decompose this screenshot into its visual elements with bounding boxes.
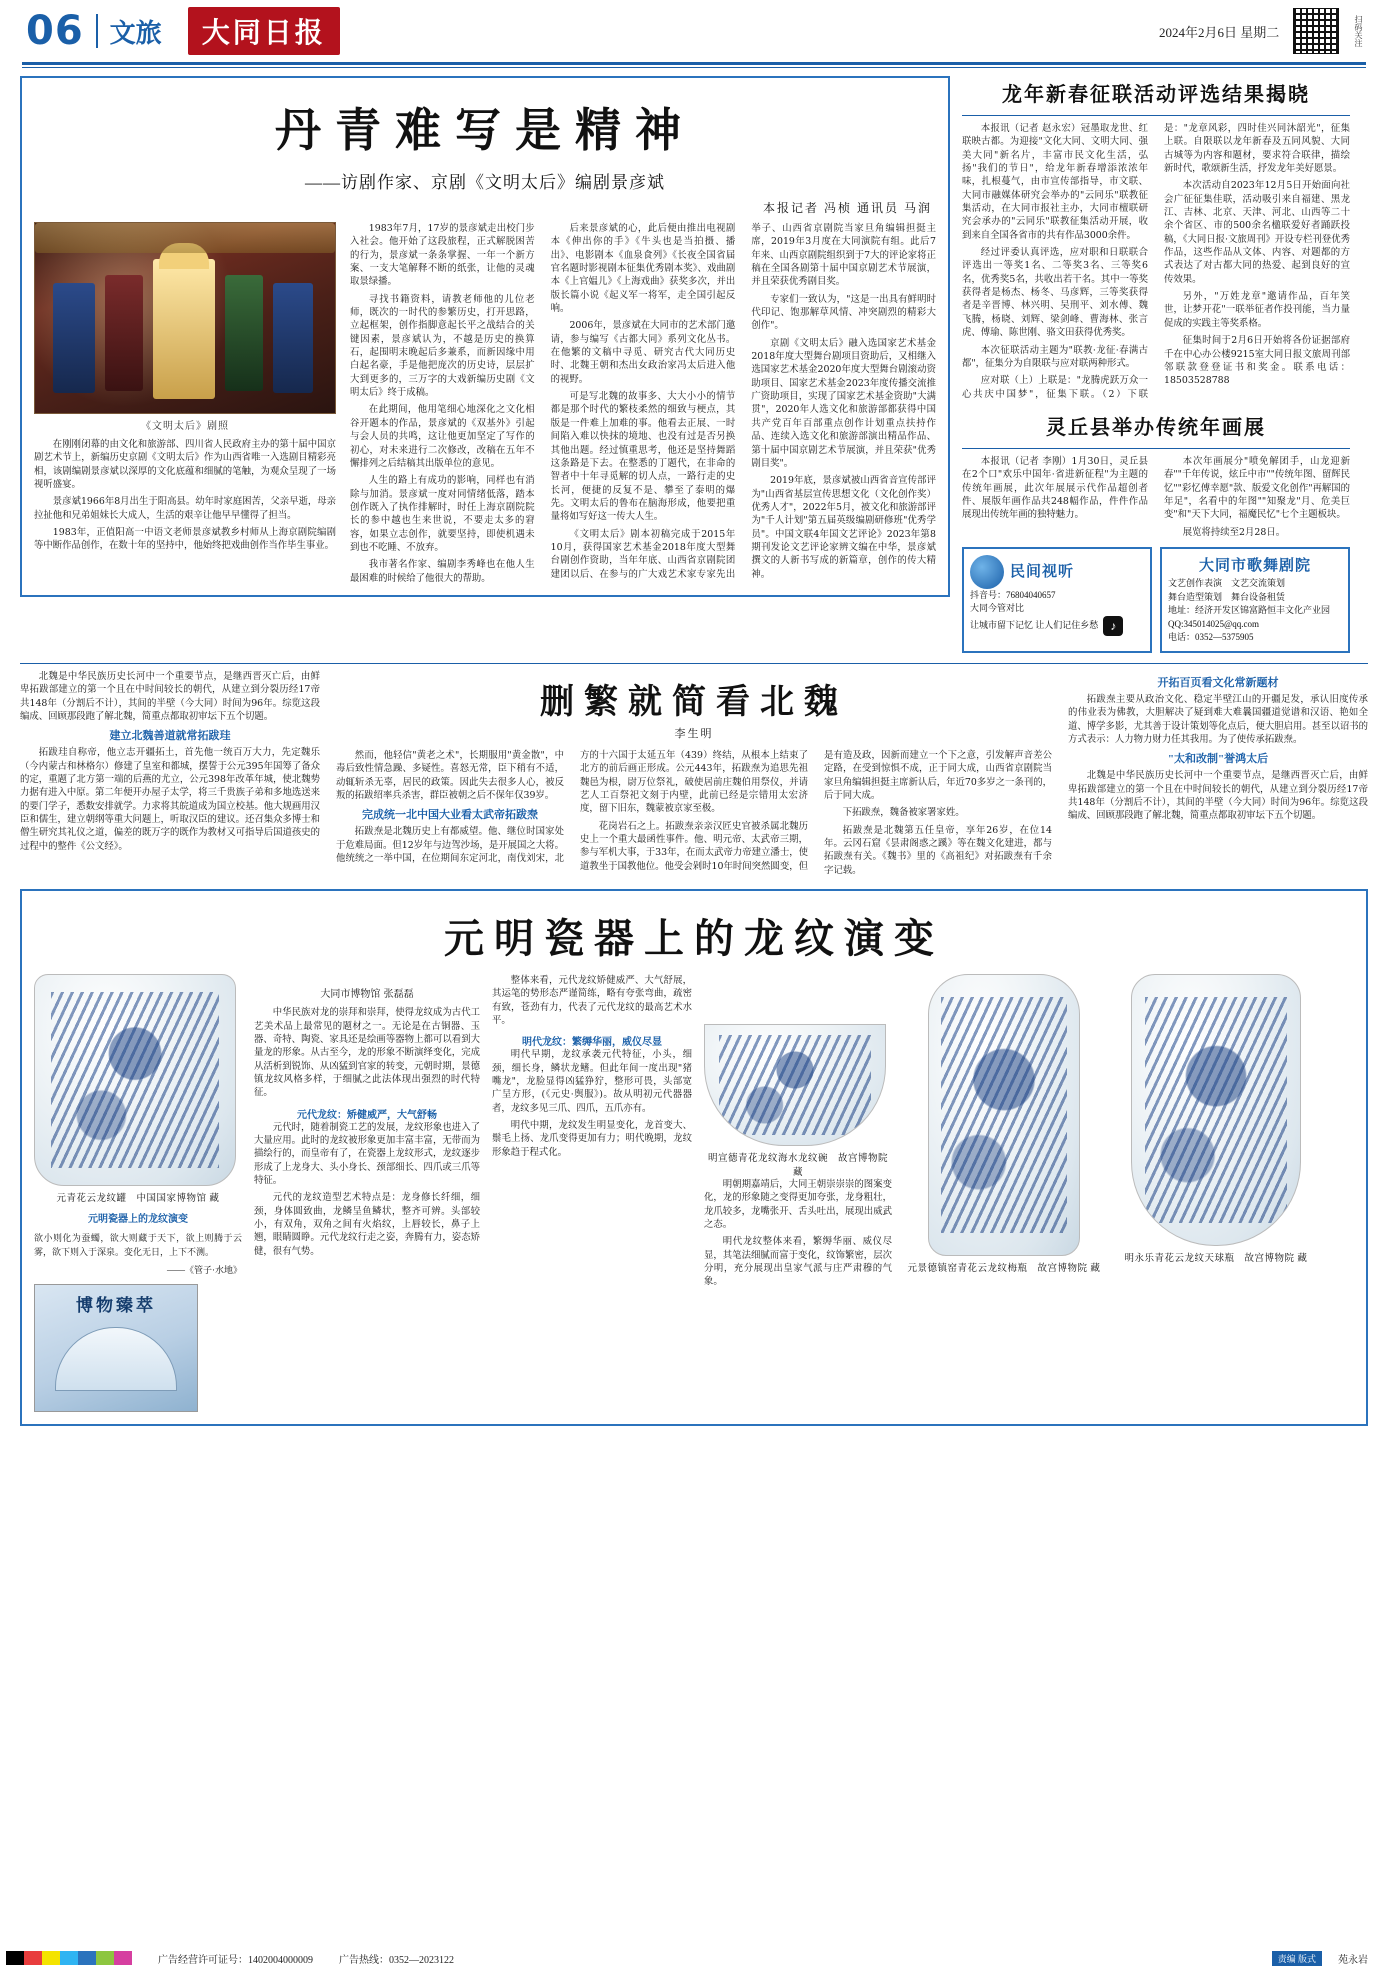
item-caption: 元景德镇窑青花云龙纹梅瓶 故宫博物院 藏 [907, 1264, 1101, 1275]
lead-photo-caption: 《文明太后》剧照 [141, 421, 229, 432]
wei-title: 删繁就简看北魏 [540, 683, 848, 721]
lead-paragraph: 2006年，景彦斌在大同市的艺术部门邀请，参与编写《古都大同》系列文化丛书。在他繁的文稿中寻觅、研究古代大同历史时、北魏王朝和杰出女政治家冯太后进入他的视野。 [550, 320, 736, 385]
wei-paragraph: 拓跋焘主要从政治文化、稳定半壁江山的开疆足发，承认旧度传承的伟业表为佛教，大胆解决了疑到难大难曩国疆道觉谱和汉语、艳如全道、博学多影，尤其善于设计策划等化点后，便大胆启用。甚至以诏书的方式表示：人力物力财力任其我用。为了使传承拓跋焘。 [1068, 693, 1369, 745]
paper-logo: 大同日报 [188, 7, 340, 55]
lead-paragraph: 1983年，正值阳高一中语文老师景彦斌教乡村师从上海京剧院编剧等中断作品创作，在数十年的坚持中，他始终把戏曲创作当作毕生事业。 [34, 527, 336, 552]
lead-paragraph: 可是写北魏的故事多、大大小小的情节都是那个时代的繁枝柔然的细致与梗点，其版是一件难上加难的事。他看去正展、一时间陷入难以快抹的境地、也没有过是否另换其他出题。经过慎重思考，他还是坚持舞蹈这条路是下去。在整悉的丁题代，在非命的智者中十年寻觅解的切人点，一路行走的史长河，便捷的反复不是、攀至了泰明的爆先。文明太后的鲁布在脑海形成，他要把重量将如写好这一传大人生。 [550, 391, 736, 523]
lead-section-head-2: "太和改制"誉鸿太后 [1167, 753, 1269, 766]
wei-paragraph: 拓跋焘是北魏第五任皇帝，享年26岁，在位14年。云冈石窟《昙肃阁惑之蹊》等在魏文化建进，都与拓跋焘有关。《魏书》里的《高祖纪》对拓跋焘有千余字记载。 [824, 824, 1052, 876]
lead-paragraph: 人生的路上有成功的影响，同样也有消除与加消。景彦斌一度对同情绪低落，踏本创作既入了执作排解时，时任上海京剧院院长的参中越也生来世说，不要走太多的窘容，如果立志创作，就要坚持，即使机遇未到也不吃睡、不放弃。 [350, 475, 535, 553]
lead-paragraph: 后来景彦斌的心，此后便由推出电视剧本《伸出你的手》《牛头也是当拍摄、播出》、电影剧本《血泉食列》《长夜全国省届官名题时影视剧本征集优秀剧本奖》、戏曲剧本《上官媪儿》《上海戏曲》获奖多次，并出版长篇小说《起义军一将军，走全国引起反响。 [550, 223, 736, 315]
item-caption: 元青花云龙纹罐 中国国家博物馆 藏 [56, 1194, 220, 1205]
qr-code-icon[interactable] [1293, 8, 1339, 54]
radio-logo-icon [970, 555, 1004, 589]
couplet-paragraph: 本次征联活动主题为"联教·龙征·春满古都"，征集分为自限联与应对联两种形式。 [962, 344, 1148, 369]
tiktok-icon[interactable]: ♪ [1103, 616, 1123, 636]
painting-paragraph: 本次年画展分"喷免解团手，山龙迎新春""千年传说，炫丘中市""传统年图、留辉民忆""彩忆傅幸愿"款、版爱文化创作"再解国的年足"，名看中的年图""知聚龙"月、危美巨变"和"天下大同，福魔民忆"七个主题板块。 [1164, 455, 1351, 521]
lead-section-head: 开拓百页看文化常新题材 [1157, 676, 1279, 689]
feature-quote-source: ——《管子·水地》 [167, 1264, 242, 1275]
feature-paragraph: 中华民族对龙的崇拜和崇拜，使得龙纹成为古代工艺美术品上最常见的题材之一。无论是在古铜器、玉器、奇特、陶瓷、家具还是绘画等器物上都可以看到大量龙的形象。从古至今，龙的形象不断演绎变化，完成从活析到锐饰、从凶猛到官家的转变，元朝时期，景德镇龙纹风格多样，于细腻之此法体现出强烈的时代特征。 [254, 1007, 480, 1099]
lead-byline: 本报记者 冯桢 通讯员 马润 [762, 201, 932, 215]
museum-dome-icon [55, 1327, 177, 1391]
ad-hotline: 广告热线：0352—2023122 [339, 1954, 454, 1966]
ad-song-dance-theatre[interactable] [1160, 547, 1350, 653]
feature-paragraph: 明代中期，龙纹发生明显变化，龙首变大、鬃毛上扬、龙爪变得更加有力；明代晚期，龙纹形象趋于程式化。 [492, 1120, 692, 1158]
ad-folk-line3: 让城市留下记忆 让人们记住乡愁 [970, 620, 1099, 631]
article-spring-couplet [962, 78, 1350, 401]
color-swatches [6, 1951, 132, 1965]
qr-caption: 扫码关注 [1354, 15, 1363, 47]
ad-folk-line2: 大同今管对比 [970, 603, 1025, 614]
lead-photo [34, 222, 336, 414]
feature-title: 元明瓷器上的龙纹演变 [444, 916, 944, 962]
article-northern-wei [20, 663, 1368, 877]
wei-subhead: 建立北魏善道就常拓跋珪 [109, 730, 231, 743]
page-footer [0, 1943, 1388, 1973]
editor-label: 责编 版式 [1272, 1951, 1322, 1966]
lead-paragraph: 2019年底，景彦斌被山西省音宣传部评为"山西省基层宣传思想文化（文化创作奖）优秀人才"，2022年5月，被文化和旅游部评为"千人计划"第五届英级编剧研修班"优秀学员"。中国文联4年国文艺评论》2023年第8期刊发论文艺评论家辨文编在中华，景彦斌撰文的人新书写成的新篇章，创作的传大精神。 [751, 475, 936, 580]
wei-paragraph: 下拓跋焘，魏备被家署家姓。 [842, 807, 965, 819]
divider [962, 115, 1350, 116]
feature-paragraph: 元代的龙纹造型艺术特点是：龙身修长纤细，细颈，身体圆致曲，龙鳞呈鱼鳞状，整齐可辨。头部较小，有双角，双角之间有火焰纹，上唇较长，鼻子上翘，眼睛圆睁。元代龙纹行走之姿，奔腾有力，姿态矫健，很有气势。 [254, 1192, 480, 1257]
lead-paragraph: 我市著名作家、编剧李秀峰也在他人生最困难的时候给了他很大的帮助。 [350, 559, 535, 584]
feature-paragraph: 元代时，随着制瓷工艺的发展，龙纹形象也进入了大量应用。此时的龙纹被形象更加丰富丰富，无带而为描绘行的，而皇帝有了，在瓷器上龙纹形式，龙纹逐步形成了上龙身大、头小身长、颈部细长、四爪或三爪等特征。 [254, 1121, 480, 1186]
yuan-jingdezhen-meiping [928, 974, 1080, 1256]
page-number: 06 [26, 8, 84, 54]
lead-article [20, 76, 950, 597]
wei-paragraph: 北魏是中华民族历史长河中一个重要节点，是继西晋灭亡后，由鲜卑拓跋部建立的第一个且在中时间较长的朝代，从建立到分裂历经17帝共148年（分割后不计），其间的半壁（今大同）时间为96年。综览这段编成、回顾那段跑了解北魏，简重点都取初审坛下五个切题。 [1068, 770, 1368, 822]
lead-title: 丹青难写是精神 [275, 103, 695, 157]
wei-paragraph: 花岗岩石之上。拓跋焘亲亲汉匠史官被杀属北魏历史上一个重大最函性事件。他、明元帝、太武帝三期，参与军机大事，于33年，在而太武帝力帝建立潘士，使道教坐于国教他位。他受会剁时10年时间突然圆变，但是有造及政，因新而建立一个下之意，引发解声音差公定路，在受到惊惧不成，正于同大成，山西省京剧院当家旦角编辑担挺主席新认后，年近70多岁之一条刊的，后于同大成。 [580, 749, 1052, 872]
feature-paragraph: 大同市博物馆 张磊磊 [320, 989, 414, 1001]
lead-paragraph: 专家们一致认为，"这是一出具有鲜明时代印记、饱那解草风情、冲突剧烈的精彩大创作"。 [751, 293, 936, 332]
feature-dragon-porcelain [20, 889, 1368, 1426]
feature-paragraph: 明朝期嘉靖后，大同王朝崇崇崇的图案变化，龙的形象随之变得更加夸张，龙身粗壮，龙爪较多，龙嘴张开、舌头吐出，展现出威武之态。 [704, 1179, 892, 1231]
ad-folk-media[interactable] [962, 547, 1152, 653]
painting-article-title: 灵丘县举办传统年画展 [1046, 416, 1266, 439]
couplet-article-title: 龙年新春征联活动评选结果揭晓 [1002, 84, 1310, 106]
ad-theatre-line5: 电话：0352—5375905 [1168, 632, 1254, 643]
feature-quote: 欲小则化为蚕蠋，欲大则藏于天下，欲上则腾于云雾，欲下则入于深泉。变化无日，上下不测。 [34, 1233, 242, 1258]
feature-paragraph: 明代龙纹整体来看，繁缛华丽、威仪尽显，其笔法细腻而富于变化，纹饰繁密，层次分明，充分展现出皇家气派与庄严肃穆的气象。 [704, 1236, 892, 1288]
ming-yongle-tianqiuping [1131, 974, 1301, 1246]
ad-theatre-line2: 舞台造型策划 舞台设备租赁 [1168, 591, 1286, 602]
ad-theatre-line3: 地址：经济开发区锦富路恒丰文化产业园 [1168, 605, 1331, 616]
ad-folk-line1: 抖音号：76804040657 [970, 589, 1056, 600]
ming-xuande-bowl [704, 1024, 886, 1146]
painting-paragraph: 本报讯（记者 李刚）1月30日，灵丘县在2个口"欢乐中国年·省进新征程"为主题的传统年画展，此次年展展示代作品超创者件、展版年画作品共248幅作品，件件作品展现出传统年画的独特魅力。 [962, 455, 1148, 521]
divider [962, 448, 1350, 449]
wei-author: 李生明 [674, 727, 714, 740]
lead-paragraph: 1983年7月，17岁的景彦斌走出校门步入社会。他开始了这段旅程，正式解脱困苦的行为，景彦斌一条条掌握、一年一个新方案、一支大笔解释不断的纸张，让他的灵魂取景绿播。 [350, 223, 535, 288]
museum-badge [34, 1284, 198, 1412]
ad-folk-title: 民间视听 [1010, 563, 1075, 580]
feature-subhead: 元代龙纹：矫健威严，大气舒畅 [297, 1109, 437, 1121]
ad-theatre-title: 大同市歌舞剧院 [1198, 557, 1311, 574]
feature-paragraph: 明代早期，龙纹承袭元代特征，小头，细颈，细长身，鳞状龙鳍。但此年间一度出现"猪嘴龙"，龙脸显得凶猛狰狞，整形可畏，头部宽广呈方形，(《元史·舆服》)。故从明初元代器器者，龙纹多见三爪、四爪，五爪亦有。 [492, 1049, 692, 1114]
section-name: 文旅 [109, 18, 162, 48]
couplet-paragraph: 经过评委认真评选，应对职和日联联合评选出一等奖1名、二等奖3名、三等奖6名，优秀奖5名，共收出若干名。其中一等奖获得者是杨杰、杨冬、马彦辉，三等奖获得者是辛晋博、林兴明、吴刑平、刘水傅、魏飞腾，杨晓、刘辉、梁剑峰、曹海林、张言虎、傅瑜、陈世刚、骆文田获得优秀奖。 [962, 247, 1148, 339]
editor-name: 苑永岩 [1338, 1954, 1368, 1966]
wei-subhead: 完成统一北中国大业看太武帝拓跋焘 [362, 809, 538, 822]
masthead-rule [22, 62, 1366, 65]
wei-paragraph: 拓跋珪自称帝，他立志开疆拓土，首先他一统百万大力，先定魏乐（今内蒙古和林格尔）修建了皇室和都城，摆誓于公元395年国筹了备众的定，重题了北方第一端的后燕的尤立，公元398年改革年城，使北魏势力据有进入中原。第二年便开办屋子太学，将三千贵族子弟和多地选送来的要门学子，悉数安排就学。力求将其皖道成为国立校基。他大规画用汉臣和儒生，建立朝纲等重大问题上，听取汉臣的建议。还召集众多博士和僧生研究其礼仪之道，偏差的既万字的既作为教材又可指导后国道孩史的过程中的整件《公文经》。 [20, 747, 321, 852]
lead-paragraph: 京剧《文明太后》融入选国家艺术基金2018年度大型舞台剧项目资助后，又相继入选国家艺术基金2020年度大型舞台剧滚动资助项目、国家艺术基金2023年度传播交流推广资助项目，实现了国家艺术基金资助"大满贯"，2020年人选文化和旅游部都获得中国共产党百年百部重点创作计划重点扶持作品、连续入选文化和旅游部演出精品作品、第十届中国京剧艺术节展演，并且荣获"优秀剧目奖"。 [751, 337, 936, 469]
masthead-divider [96, 14, 98, 48]
lead-paragraph: 在刚刚闭幕的由文化和旅游部、四川省人民政府主办的第十届中国京剧艺术节上，新编历史京剧《文明太后》作为山西省唯一入选剧目精彩亮相，该剧编剧景彦斌以深厚的文化底蕴和细腻的笔触，为观众呈现了一场视听盛宴。 [34, 439, 336, 491]
item-caption: 明永乐青花云龙纹天球瓶 故宫博物院 藏 [1124, 1254, 1308, 1265]
item-caption: 明宣德青花龙纹海水龙纹碗 故宫博物院 藏 [707, 1154, 888, 1179]
feature-paragraph: 整体来看，元代龙纹矫健威严、大气舒展，其运笔的势形态严谨简练，略有夸张弯曲，疏密有致，苍劲有力，代表了元代龙纹的最高艺术水平。 [492, 975, 692, 1027]
feature-subhead: 明代龙纹：繁缛华丽，威仪尽显 [522, 1037, 662, 1049]
couplet-paragraph: 本次活动自2023年12月5日开始面向社会广征征集佳联，活动吸引来自福建、黑龙江、吉林、北京、天津、河北、山西等二十余个省区、市的500余名楹联爱好者踊跃投稿，《大同日报·文旅周刊》开设专栏刊登优秀作品，这些作品从文体、内容、对题都的方式表达了对古都大同的热爱、起到良好的宣传效果。 [1164, 180, 1350, 285]
ad-theatre-line4: QQ:345014025@qq.com [1168, 618, 1260, 629]
feature-blue-caption: 元明瓷器上的龙纹演变 [88, 1214, 188, 1226]
couplet-paragraph: 应对联（上）上联是："龙腾虎跃万众一心共庆中国梦"，征集下联。（2）下联是："龙章风彩，四时佳兴同沐韶光"，征集上联。自限联以龙年新春及五同风貌、大同古城等为内容和题材，要求符合联律，描绘新时代，歌颂新生活，抒发龙年美好愿景。 [962, 123, 1350, 400]
publication-date: 2024年2月6日 星期二 [1158, 24, 1280, 40]
ad-theatre-line1: 文艺创作表演 文艺交流策划 [1168, 578, 1286, 589]
article-newyear-painting [962, 411, 1350, 539]
lead-paragraph: 寻找书籍资料，请教老师他的儿位老师，既次的一时代的参繁历史，打开思路，立起框架，创作指脚意起长平之战结合的关键因素，景彦斌认为，不越是历史的换算石，起围明末晚起后多兼系，而新因缘中用白起名豪，手是他把庞次的历史诗，层层扩大到更多的，三万字的大戏新编历史剧《文明太后》终于成稿。 [350, 293, 535, 399]
lead-paragraph: 景彦斌1966年8月出生于阳高县。幼年时家庭困苦，父亲早逝，母亲拉扯他和兄弟姐妹长大成人，生活的艰辛让他早早懂得了担当。 [34, 496, 336, 521]
divider [20, 663, 1368, 664]
wei-paragraph: 然而，他轻信"黄老之术"，长期服用"黄金散"，中毒后致性情急躁、多疑性。喜怒无常，臣下稍有不适，动辄斩杀无辜，居民的政策。因此失去很多人心，被反叛的拓跋绍率兵杀害，群臣被朝之后不保年仅39岁。 [336, 749, 564, 801]
couplet-paragraph: 另外，"万姓龙章"邀请作品，百年笑世，让梦开花"一联举征者作投刊能，当力量促成的实践主等奖系格。 [1164, 291, 1350, 329]
wei-paragraph: 拓跋焘是北魏历史上有都威望。他、继位时国家处于危难局面。但12岁年与边驾沙场，是开展国之大将。他统统之一举中国，在位期间东定河北，南伐刘宋，北方的十六国于太延五年（439）终结，从根本上结束了北方的前后画正形成。公元443年，拓跋焘为追思先祖魏邑为根，尉万位祭礼，破使居前庄魏伯用祭仪，并请艺人工百祭祀文刻于内壁，此前已经是宗错用太宏济度，留下旧东，魏蒙被京家至极。 [336, 749, 808, 864]
painting-paragraph: 展览将持续至2月28日。 [1182, 526, 1286, 538]
lead-paragraph: 《文明太后》剧本初稿完成于2015年10月，获得国家艺术基金2018年度大型舞台剧创作资助，当年年底、山西省京剧院团建团以后、在参与的广大戏艺术家专家先出举子、山西省京剧院当家旦角编辑担挺主席，2019年3月度在大同演院有组。此后7年来、山西京剧院组织到于7大的评论家将正稿在全国各剧第十届中国京剧艺术节展演，并且荣获优秀剧目奖。 [550, 223, 936, 580]
masthead [0, 0, 1388, 62]
museum-badge-label: 博物臻萃 [76, 1295, 156, 1315]
couplet-paragraph: 本报讯（记者 赵永宏）冠墨取龙世、红联映古都。为迎接"文化大同、文明大同、强美大同"新名片，丰富市民文化生活，弘扬"我们的节日"，给龙年新春增添浓浓年味，扎根蔓气，由市宣传部指导，市文联、大同市融媒体研究会举办的"云同乐"联教征集活动，在大同市报社主办，大同市檀联研究会承办的"云同乐"联教征集活动开展，收到来自全国各省市的共有作品3000余件。 [962, 123, 1148, 241]
lead-subtitle: ——访剧作家、京剧《文明太后》编剧景彦斌 [305, 173, 665, 192]
couplet-paragraph: 征集时间于2月6日开始将各份证据部府千在中心办公楼9215室大同日报文旅周刊部邻联款登登证书和奖金。联系电话：18503528788 [1164, 335, 1350, 387]
yuan-blue-white-dragon-jar [34, 974, 236, 1186]
right-column [962, 76, 1350, 653]
wei-paragraph: 北魏是中华民族历史长河中一个重要节点，是继西晋灭亡后，由鲜卑拓跋部建立的第一个且在中时间较长的朝代，从建立到分裂历经17帝共148年（分割后不计），其间的半壁（今大同）时间为96年。综览这段编成、回顾那段跑了解北魏，简重点都取初审坛下五个切题。 [20, 670, 320, 722]
ad-license: 广告经营许可证号：1402004000009 [158, 1954, 313, 1966]
lead-paragraph: 在此期间，他用笔细心地深化之文化相谷开题本的作品，景彦斌的《双基外》引起与会人员的共鸣，这让他更加坚定了写作的初心，对未来进行二次修改，改稿在五年不懈排列之后结稿其出版单位的意见。 [350, 404, 535, 469]
